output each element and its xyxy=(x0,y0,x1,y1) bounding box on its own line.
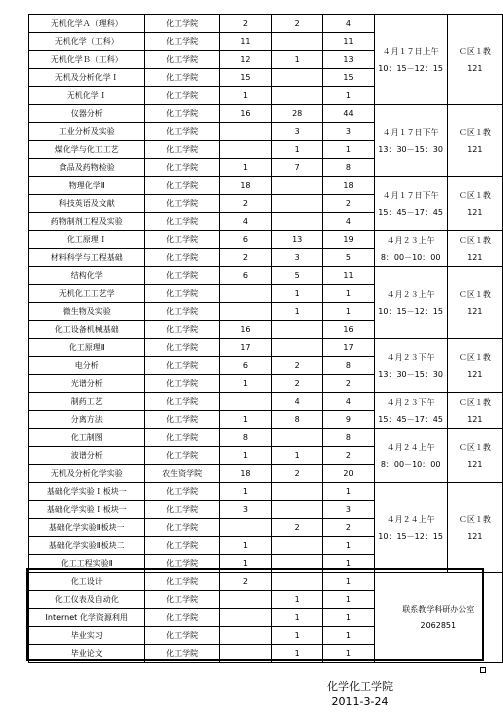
exam-room-cell xyxy=(447,231,502,267)
table-row xyxy=(29,231,503,249)
room-area: Ｃ区１教 xyxy=(458,190,491,200)
college-cell: 化工学院 xyxy=(145,51,219,69)
course-name-cell: 波谱分析 xyxy=(29,447,145,465)
count-a-cell: 18 xyxy=(219,177,271,195)
exam-date: ４月１７日下午 xyxy=(382,127,439,137)
count-a-cell: 1 xyxy=(219,411,271,429)
count-b-cell: 5 xyxy=(272,267,323,285)
count-a-cell: 18 xyxy=(219,465,271,483)
course-name-cell: 无机化学（工科） xyxy=(29,33,145,51)
count-a-cell: 1 xyxy=(219,447,271,465)
course-name-cell: 仪器分析 xyxy=(29,105,145,123)
total-cell: 1 xyxy=(323,285,374,303)
college-cell: 化工学院 xyxy=(145,645,219,663)
count-b-cell xyxy=(272,573,323,591)
exam-time-cell xyxy=(374,429,447,483)
exam-room-cell xyxy=(447,105,502,177)
total-cell: 1 xyxy=(323,645,374,663)
course-name-cell: 无机及分析化学实验 xyxy=(29,465,145,483)
room-number: 121 xyxy=(467,63,483,73)
college-cell: 化工学院 xyxy=(145,429,219,447)
count-b-cell: 13 xyxy=(272,231,323,249)
footer-organization: 化学化工学院 xyxy=(327,680,393,693)
college-cell: 化工学院 xyxy=(145,303,219,321)
total-cell: 15 xyxy=(323,69,374,87)
exam-date: ４月２３上午 xyxy=(386,289,435,299)
course-name-cell: 化工设备机械基础 xyxy=(29,321,145,339)
college-cell: 化工学院 xyxy=(145,321,219,339)
count-b-cell: 2 xyxy=(272,375,323,393)
room-area: Ｃ区１教 xyxy=(458,514,491,524)
college-cell: 化工学院 xyxy=(145,177,219,195)
course-name-cell: 药物制剂工程及实验 xyxy=(29,213,145,231)
total-cell: 2 xyxy=(323,447,374,465)
count-b-cell: 2 xyxy=(272,465,323,483)
room-number: 121 xyxy=(467,459,483,469)
total-cell: 16 xyxy=(323,321,374,339)
room-number: 121 xyxy=(467,252,483,262)
count-a-cell xyxy=(219,519,271,537)
count-a-cell: 1 xyxy=(219,87,271,105)
college-cell: 化工学院 xyxy=(145,69,219,87)
college-cell: 化工学院 xyxy=(145,267,219,285)
count-a-cell xyxy=(219,393,271,411)
college-cell: 化工学院 xyxy=(145,285,219,303)
course-name-cell: 煤化学与化工工艺 xyxy=(29,141,145,159)
count-b-cell xyxy=(272,429,323,447)
exam-date: ４月２３上午 xyxy=(386,235,435,245)
table-row xyxy=(29,483,503,501)
count-b-cell xyxy=(272,321,323,339)
corner-marker xyxy=(480,667,486,673)
course-name-cell: 化工制图 xyxy=(29,429,145,447)
count-a-cell xyxy=(219,123,271,141)
total-cell: 20 xyxy=(323,465,374,483)
total-cell: 9 xyxy=(323,411,374,429)
count-b-cell: 2 xyxy=(272,519,323,537)
exam-time-cell xyxy=(374,393,447,429)
exam-hours: 8：00－10：00 xyxy=(380,252,441,262)
college-cell: 化工学院 xyxy=(145,339,219,357)
count-a-cell xyxy=(219,285,271,303)
course-name-cell: 物理化学Ⅱ xyxy=(29,177,145,195)
exam-hours: 13：30－15：30 xyxy=(378,144,443,154)
total-cell: 19 xyxy=(323,231,374,249)
course-name-cell: 微生物及实验 xyxy=(29,303,145,321)
count-b-cell xyxy=(272,33,323,51)
college-cell: 化工学院 xyxy=(145,15,219,33)
contact-cell xyxy=(374,573,502,663)
count-b-cell: 2 xyxy=(272,357,323,375)
total-cell: 18 xyxy=(323,177,374,195)
course-name-cell: 无机化学Ｂ（工科） xyxy=(29,51,145,69)
room-number: 121 xyxy=(467,306,483,316)
exam-room-cell xyxy=(447,177,502,231)
total-cell: 44 xyxy=(323,105,374,123)
course-name-cell: 制药工艺 xyxy=(29,393,145,411)
table-row xyxy=(29,177,503,195)
count-a-cell: 6 xyxy=(219,267,271,285)
count-b-cell: 1 xyxy=(272,447,323,465)
contact-office: 联系教学科研办公室 xyxy=(402,604,475,614)
course-name-cell: 分离方法 xyxy=(29,411,145,429)
college-cell: 化工学院 xyxy=(145,411,219,429)
count-b-cell xyxy=(272,195,323,213)
count-b-cell: 8 xyxy=(272,411,323,429)
count-a-cell: 8 xyxy=(219,429,271,447)
college-cell: 化工学院 xyxy=(145,105,219,123)
course-name-cell: 无机化学Ｉ xyxy=(29,87,145,105)
room-number: 121 xyxy=(467,414,483,424)
course-name-cell: 化工设计 xyxy=(29,573,145,591)
total-cell: 8 xyxy=(323,429,374,447)
exam-date: ４月２４上午 xyxy=(386,442,435,452)
total-cell: 11 xyxy=(323,33,374,51)
count-b-cell xyxy=(272,537,323,555)
count-b-cell: 1 xyxy=(272,609,323,627)
course-name-cell: 基础化学实验Ⅱ板块二 xyxy=(29,537,145,555)
count-b-cell: 7 xyxy=(272,159,323,177)
exam-date: ４月１７日上午 xyxy=(382,46,439,56)
exam-time-cell xyxy=(374,231,447,267)
exam-hours: 8：00－10：00 xyxy=(380,459,441,469)
count-b-cell xyxy=(272,213,323,231)
total-cell: 1 xyxy=(323,627,374,645)
room-area: Ｃ区１教 xyxy=(458,352,491,362)
course-name-cell: 化工原理Ｉ xyxy=(29,231,145,249)
college-cell: 化工学院 xyxy=(145,141,219,159)
college-cell: 化工学院 xyxy=(145,609,219,627)
count-a-cell xyxy=(219,141,271,159)
course-name-cell: 基础化学实验Ｉ板块一 xyxy=(29,483,145,501)
total-cell: 2 xyxy=(323,519,374,537)
table-row xyxy=(29,105,503,123)
room-area: Ｃ区１教 xyxy=(458,442,491,452)
total-cell: 3 xyxy=(323,501,374,519)
exam-room-cell xyxy=(447,339,502,393)
college-cell: 化工学院 xyxy=(145,573,219,591)
college-cell: 化工学院 xyxy=(145,519,219,537)
room-number: 121 xyxy=(467,207,483,217)
total-cell: 2 xyxy=(323,195,374,213)
count-a-cell xyxy=(219,627,271,645)
exam-hours: 15：45－17：45 xyxy=(378,414,443,424)
count-a-cell: 6 xyxy=(219,231,271,249)
exam-date: ４月１７日下午 xyxy=(382,190,439,200)
course-name-cell: 基础化学实验Ⅱ板块一 xyxy=(29,519,145,537)
total-cell: 1 xyxy=(323,609,374,627)
exam-hours: 10：15－12：15 xyxy=(378,531,443,541)
total-cell: 4 xyxy=(323,15,374,33)
count-a-cell: 1 xyxy=(219,375,271,393)
course-name-cell: 化工仪表及自动化 xyxy=(29,591,145,609)
course-name-cell: 光谱分析 xyxy=(29,375,145,393)
course-name-cell: 科技英语及文献 xyxy=(29,195,145,213)
count-a-cell: 15 xyxy=(219,69,271,87)
exam-hours: 10：15－12：15 xyxy=(378,306,443,316)
total-cell: 1 xyxy=(323,87,374,105)
count-a-cell: 1 xyxy=(219,537,271,555)
room-area: Ｃ区１教 xyxy=(458,46,491,56)
total-cell: 1 xyxy=(323,537,374,555)
count-a-cell xyxy=(219,645,271,663)
room-number: 121 xyxy=(467,144,483,154)
total-cell: 1 xyxy=(323,591,374,609)
course-name-cell: 基础化学实验Ｉ板块一 xyxy=(29,501,145,519)
count-b-cell xyxy=(272,339,323,357)
count-a-cell: 16 xyxy=(219,105,271,123)
count-b-cell: 2 xyxy=(272,15,323,33)
footer-date: 2011-3-24 xyxy=(331,695,389,708)
exam-date: ４月２３下午 xyxy=(386,352,435,362)
total-cell: 1 xyxy=(323,573,374,591)
exam-hours: 13：30－15：30 xyxy=(378,369,443,379)
college-cell: 化工学院 xyxy=(145,33,219,51)
course-name-cell: 材料科学与工程基础 xyxy=(29,249,145,267)
course-name-cell: 食品及药物检验 xyxy=(29,159,145,177)
total-cell: 11 xyxy=(323,267,374,285)
exam-room-cell xyxy=(447,429,502,483)
total-cell: 13 xyxy=(323,51,374,69)
room-area: Ｃ区１教 xyxy=(458,397,491,407)
count-b-cell xyxy=(272,555,323,573)
college-cell: 化工学院 xyxy=(145,159,219,177)
room-area: Ｃ区１教 xyxy=(458,127,491,137)
college-cell: 化工学院 xyxy=(145,447,219,465)
count-a-cell: 2 xyxy=(219,249,271,267)
count-b-cell: 1 xyxy=(272,285,323,303)
college-cell: 化工学院 xyxy=(145,555,219,573)
count-a-cell: 1 xyxy=(219,555,271,573)
college-cell: 化工学院 xyxy=(145,249,219,267)
exam-room-cell xyxy=(447,15,502,105)
exam-room-cell xyxy=(447,267,502,339)
exam-time-cell xyxy=(374,105,447,177)
course-name-cell: 无机及分析化学Ｉ xyxy=(29,69,145,87)
total-cell: 1 xyxy=(323,483,374,501)
count-b-cell: 4 xyxy=(272,393,323,411)
course-name-cell: 无机化学Ａ（理科） xyxy=(29,15,145,33)
exam-date: ４月２４上午 xyxy=(386,514,435,524)
exam-schedule-table xyxy=(28,14,503,663)
count-a-cell: 17 xyxy=(219,339,271,357)
college-cell: 化工学院 xyxy=(145,231,219,249)
college-cell: 化工学院 xyxy=(145,537,219,555)
exam-hours: 10：15－12：15 xyxy=(378,63,443,73)
count-a-cell: 2 xyxy=(219,15,271,33)
count-b-cell: 1 xyxy=(272,591,323,609)
exam-time-cell xyxy=(374,339,447,393)
count-a-cell: 11 xyxy=(219,33,271,51)
total-cell: 5 xyxy=(323,249,374,267)
count-b-cell: 3 xyxy=(272,249,323,267)
count-a-cell: 12 xyxy=(219,51,271,69)
count-a-cell: 4 xyxy=(219,213,271,231)
table-row xyxy=(29,573,503,591)
exam-time-cell xyxy=(374,15,447,105)
course-name-cell: 化工原理Ⅱ xyxy=(29,339,145,357)
table-row xyxy=(29,339,503,357)
exam-time-cell xyxy=(374,483,447,573)
total-cell: 8 xyxy=(323,357,374,375)
contact-phone: 2062851 xyxy=(420,620,457,630)
count-a-cell: 2 xyxy=(219,573,271,591)
total-cell: 1 xyxy=(323,141,374,159)
college-cell: 化工学院 xyxy=(145,123,219,141)
count-b-cell xyxy=(272,87,323,105)
college-cell: 化工学院 xyxy=(145,195,219,213)
course-name-cell: 毕业实习 xyxy=(29,627,145,645)
count-b-cell: 1 xyxy=(272,627,323,645)
course-name-cell: 工业分析及实验 xyxy=(29,123,145,141)
total-cell: 4 xyxy=(323,213,374,231)
count-a-cell xyxy=(219,609,271,627)
total-cell: 8 xyxy=(323,159,374,177)
count-b-cell: 1 xyxy=(272,141,323,159)
room-area: Ｃ区１教 xyxy=(458,235,491,245)
count-a-cell: 2 xyxy=(219,195,271,213)
exam-room-cell xyxy=(447,483,502,573)
exam-time-cell xyxy=(374,267,447,339)
room-area: Ｃ区１教 xyxy=(458,289,491,299)
total-cell: 1 xyxy=(323,303,374,321)
college-cell: 化工学院 xyxy=(145,375,219,393)
college-cell: 化工学院 xyxy=(145,627,219,645)
count-b-cell xyxy=(272,177,323,195)
count-a-cell: 16 xyxy=(219,321,271,339)
table-row xyxy=(29,393,503,411)
course-name-cell: 毕业论文 xyxy=(29,645,145,663)
total-cell: 1 xyxy=(323,555,374,573)
course-name-cell: 化工工程实验Ⅱ xyxy=(29,555,145,573)
count-a-cell: 3 xyxy=(219,501,271,519)
college-cell: 化工学院 xyxy=(145,213,219,231)
exam-hours: 15：45－17：45 xyxy=(378,207,443,217)
course-name-cell: Internet 化学资源利用 xyxy=(29,609,145,627)
course-name-cell: 无机化工工艺学 xyxy=(29,285,145,303)
table-row xyxy=(29,267,503,285)
college-cell: 化工学院 xyxy=(145,483,219,501)
college-cell: 化工学院 xyxy=(145,591,219,609)
college-cell: 化工学院 xyxy=(145,393,219,411)
count-b-cell: 28 xyxy=(272,105,323,123)
exam-time-cell xyxy=(374,177,447,231)
count-b-cell: 1 xyxy=(272,303,323,321)
count-a-cell xyxy=(219,591,271,609)
room-number: 121 xyxy=(467,531,483,541)
count-a-cell: 6 xyxy=(219,357,271,375)
table-row xyxy=(29,15,503,33)
exam-room-cell xyxy=(447,393,502,429)
room-number: 121 xyxy=(467,369,483,379)
college-cell: 化工学院 xyxy=(145,87,219,105)
course-name-cell: 结构化学 xyxy=(29,267,145,285)
count-b-cell: 1 xyxy=(272,645,323,663)
count-b-cell xyxy=(272,69,323,87)
college-cell: 化工学院 xyxy=(145,501,219,519)
total-cell: 4 xyxy=(323,393,374,411)
count-b-cell xyxy=(272,483,323,501)
count-a-cell xyxy=(219,303,271,321)
count-b-cell xyxy=(272,501,323,519)
total-cell: 17 xyxy=(323,339,374,357)
total-cell: 3 xyxy=(323,123,374,141)
count-a-cell: 1 xyxy=(219,483,271,501)
table-row xyxy=(29,429,503,447)
course-name-cell: 电分析 xyxy=(29,357,145,375)
college-cell: 化工学院 xyxy=(145,357,219,375)
count-a-cell: 1 xyxy=(219,159,271,177)
total-cell: 2 xyxy=(323,375,374,393)
count-b-cell: 1 xyxy=(272,51,323,69)
exam-date: ４月２３下午 xyxy=(386,397,435,407)
count-b-cell: 3 xyxy=(272,123,323,141)
college-cell: 农生资学院 xyxy=(145,465,219,483)
